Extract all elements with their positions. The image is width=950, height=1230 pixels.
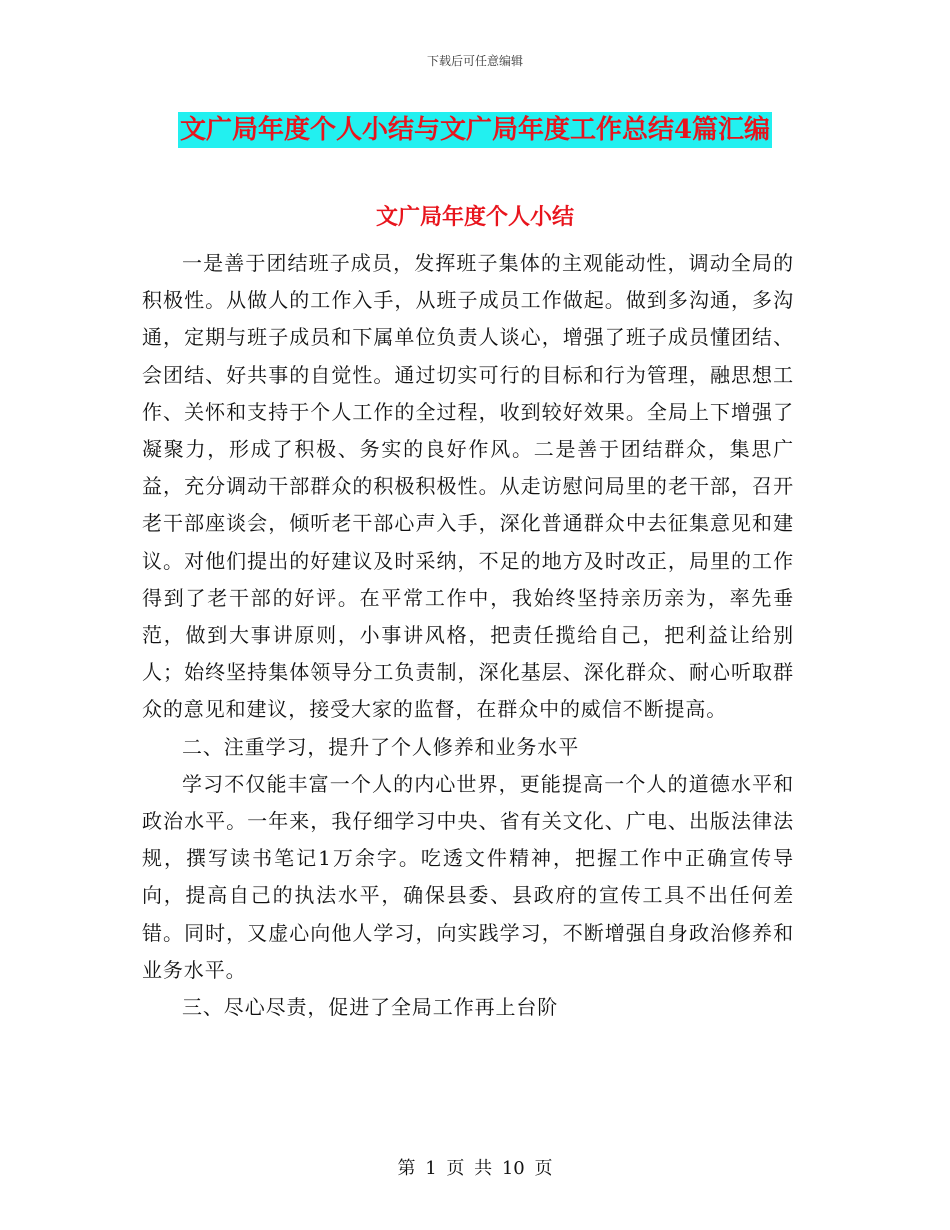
page-footer: 第 1 页 共 10 页 — [397, 1158, 553, 1179]
main-title: 文广局年度个人小结与文广局年度工作总结4篇汇编 — [178, 112, 772, 148]
paragraph-1: 一是善于团结班子成员，发挥班子集体的主观能动性，调动全局的积极性。从做人的工作入手，从班子成员工作做起。做到多沟通，多沟通，定期与班子成员和下属单位负责人谈心，增强了班子成员懂团结、会团结、好共事的自觉性。通过切实可行的目标和行为管理，融思想工作、关怀和支持于个人工作的全过程，收到较好效果。全局上下增强了凝聚力，形成了积极、务实的良好作风。二是善于团结群众，集思广益，充分调动干部群众的积极积极性。从走访慰问局里的老干部，召开老干部座谈会，倾听老干部心声入手，深化普通群众中去征集意见和建议。对他们提出的好建议及时采纳，不足的地方及时改正，局里的工作得到了老干部的好评。在平常工作中，我始终坚持亲历亲为，率先垂范，做到大事讲原则，小事讲风格，把责任揽给自己，把利益让给别人；始终坚持集体领导分工负责制，深化基层、深化群众、耐心听取群众的意见和建议，接受大家的监督，在群众中的威信不断提高。 — [142, 251, 794, 722]
paragraph-2-heading: 二、注重学习，提升了个人修养和业务水平 — [182, 734, 580, 759]
header-note: 下载后可任意编辑 — [426, 54, 523, 68]
paragraph-4-heading: 三、尽心尽责，促进了全局工作再上台阶 — [182, 995, 559, 1020]
main-title-wrap — [0, 112, 950, 148]
document-body — [142, 245, 794, 1026]
section-title: 文广局年度个人小结 — [375, 204, 574, 230]
paragraph-3: 学习不仅能丰富一个人的内心世界，更能提高一个人的道德水平和政治水平。一年来，我仔细学习中央、省有关文化、广电、出版法律法规，撰写读书笔记1万余字。吃透文件精神，把握工作中正确宣传导向，提高自己的执法水平，确保县委、县政府的宣传工具不出任何差错。同时，又虚心向他人学习，向实践学习，不断增强自身政治修养和业务水平。 — [142, 771, 794, 982]
